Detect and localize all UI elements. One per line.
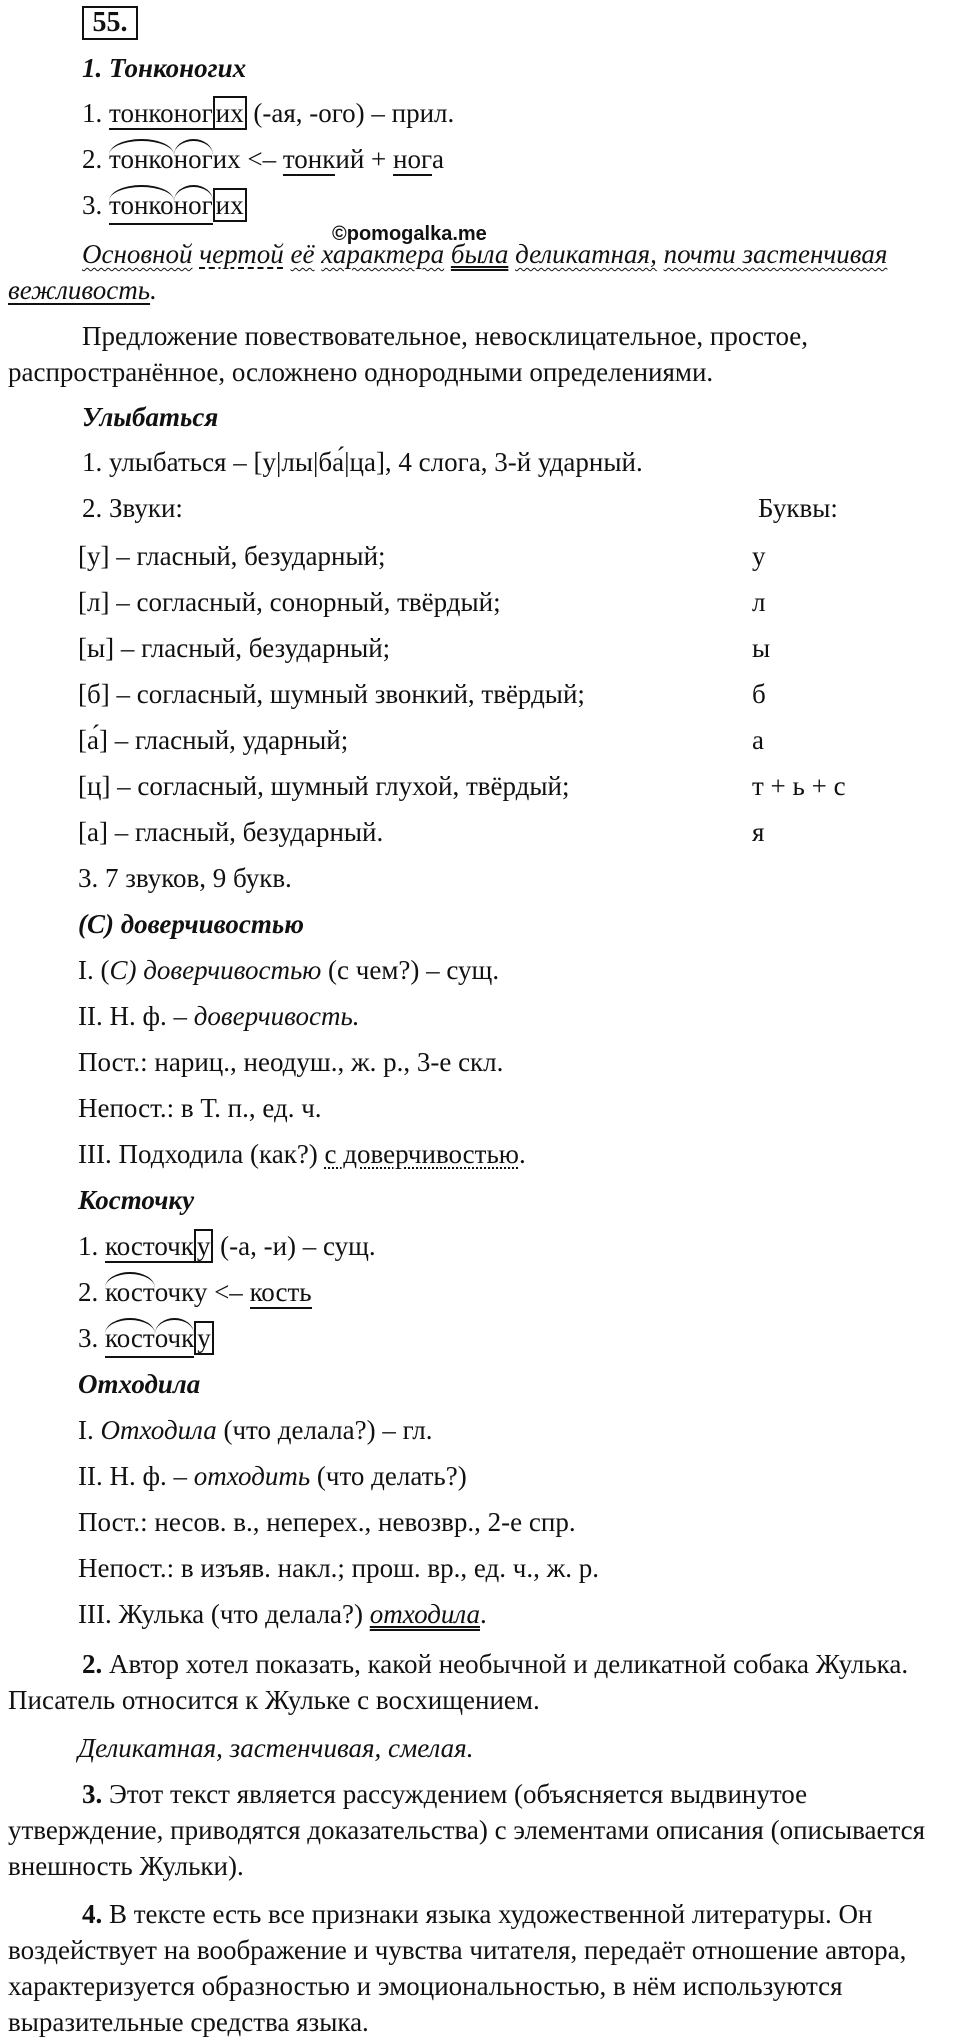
morph2-l2-b: отходить [193,1461,311,1491]
phonetic-row-sound: [у] – гласный, безударный; [78,541,386,571]
answer-4-text: В тексте есть все признаки языка художественной литературы. Он воздействует на воображение и чувства читателя, передаёт отношение автора, характеризуется образностью и эмоциональностью, в нём используются выразительные средства языка. [8,1899,907,2037]
sentence-dot: . [150,275,157,305]
word1-l2-root1 [109,141,174,177]
word2-line3 [78,1320,214,1358]
word2-line2 [78,1274,312,1310]
word1-l3-root1-text: тонко [109,190,174,220]
word1-l2-mid: их <– [212,144,283,174]
sentence-line1 [82,236,887,272]
phonetic-row-letter: б [752,679,766,709]
word1-line2 [82,141,444,177]
word1-line3 [82,187,247,225]
word2-l3-root [105,1320,155,1358]
word2-l2-mid: у <– [193,1277,250,1307]
word1-l3-ending: их [213,188,247,222]
morph2-l5-c: . [479,1599,487,1629]
answer-2-number: 2. [82,1649,103,1679]
sentence-w3: её [290,239,315,269]
morph1-l1-a: I. ( [78,955,110,985]
word2-l2-src: кость [249,1277,312,1307]
word1-l1-num: 1. [82,98,109,128]
word1-title: 1. Тонконогих [82,53,247,83]
morph1-line2 [78,998,360,1034]
word1-l3-root2 [174,187,213,225]
word2-stem: косточк [105,1231,194,1261]
morph1-l2-b: доверчивость. [193,1001,360,1031]
word1-l2-src1: тонк [282,144,336,174]
root-arc-mark [109,139,174,155]
answer-2-italic: Деликатная, застенчивая, смелая. [78,1733,474,1763]
word1-l3-num: 3. [82,190,109,220]
answer-2 [8,1646,958,1718]
word1-line1 [82,95,454,131]
word1-l2-num: 2. [82,144,109,174]
root-arc-mark [105,1272,155,1288]
word2-line1 [78,1228,376,1264]
answer-4 [8,1896,958,2040]
morph2-l5-a: III. Жулька (что делала?) [78,1599,370,1629]
word2-l3-suffix [155,1320,195,1358]
answer-2-text: Автор хотел показать, какой необычной и деликатной собака Жулька. Писатель относится к Жульке с восхищением. [8,1649,909,1715]
analysis-line1: Предложение повествовательное, невосклицательное, простое, [82,321,809,351]
morph2-line5 [78,1596,487,1632]
word2-l3-num: 3. [78,1323,105,1353]
word1-l2-root2-text: ног [173,144,213,174]
phonetic-row-sound: [ы] – гласный, безударный; [78,633,391,663]
sentence-w1: Основной [82,239,193,269]
word2-l2-suffix: очк [154,1277,194,1307]
phonetic-row-letter: т + ь + с [752,771,846,801]
phonetic-total: 3. 7 звуков, 9 букв. [78,863,292,893]
sentence-line2 [8,272,157,308]
morph1-line4: Непост.: в Т. п., ед. ч. [78,1093,322,1123]
morph1-line5 [78,1136,526,1172]
morph2-l2-a: II. Н. ф. – [78,1461,194,1491]
morph1-l1-b: С) доверчивостью [109,955,322,985]
answer-3 [8,1776,958,1884]
word1-l2-src1-end: ий + [335,144,394,174]
word1-l2-root1-text: тонко [109,144,174,174]
root-arc-mark [174,139,213,155]
phonetic-row-sound: [б] – согласный, шумный звонкий, твёрдый; [78,679,585,709]
morph2-line2 [78,1458,467,1494]
phonetic-row-letter: а [752,725,764,755]
morph2-line1 [78,1412,433,1448]
word2-l3-ending: у [194,1321,214,1355]
sentence-w5: была [450,239,509,269]
word2-l3-suffix-text: очк [154,1323,195,1353]
analysis-line2: распространённое, осложнено однородными определениями. [8,357,714,387]
word1-l2-src2-end: а [432,144,445,174]
sentence-w4: характера [321,239,445,269]
word1-l3-root1 [109,187,174,225]
morph1-l5-a: III. Подходила (как?) [78,1139,325,1169]
word1-l2-root2 [174,141,213,177]
phonetic-row-letter: ы [752,633,771,663]
watermark: ©pomogalka.me [332,223,487,245]
morph1-title: (С) доверчивостью [78,909,304,939]
word2-ending: у [194,1229,214,1263]
answer-3-number: 3. [82,1779,103,1809]
phonetic-syllables: 1. улыбаться – [у|лы|ба́|ца], 4 слога, 3-й ударный. [82,447,643,477]
word2-l3-root-text: кост [105,1323,155,1353]
sentence-w8: вежливость [8,275,151,305]
morph1-l5-c: . [518,1139,526,1169]
word1-l1-rest: (-ая, -ого) – прил. [246,98,455,128]
morph2-l1-b: Отходила [100,1415,217,1445]
phonetic-sounds-header: 2. Звуки: [82,493,183,523]
phonetic-row-sound: [ц] – согласный, шумный глухой, твёрдый; [78,771,570,801]
morph1-line3: Пост.: нариц., неодуш., ж. р., 3-е скл. [78,1047,504,1077]
task-number: 55. [82,6,138,40]
sentence-w2: чертой [199,239,284,269]
word2-l2-num: 2. [78,1277,105,1307]
morph1-l1-c: (с чем?) – сущ. [321,955,500,985]
word2-title: Косточку [78,1185,195,1215]
phonetic-row-letter: у [752,541,766,571]
word2-l2-root-text: кост [105,1277,155,1307]
word1-l3-root2-text: ног [173,190,213,220]
morph2-l1-a: I. [78,1415,101,1445]
phonetic-letters-header: Буквы: [758,493,838,523]
word1-ending: их [213,96,247,130]
phonetic-row-letter: я [752,817,765,847]
morph2-l5-b: отходила [369,1599,480,1629]
morph2-l1-c: (что делала?) – гл. [216,1415,433,1445]
word1-stem: тонконог [109,98,213,128]
root-arc-mark [174,185,213,201]
sentence-w6: деликатная, [515,239,657,269]
suffix-arc-mark [155,1318,195,1334]
root-arc-mark [105,1318,155,1334]
word1-l2-src2: ног [393,144,433,174]
answer-3-text: Этот текст является рассуждением (объясняется выдвинутое утверждение, приводятся доказательства) с элементами описания (описывается внешность Жульки). [8,1779,925,1881]
sentence-w7: почти застенчивая [663,239,888,269]
morph2-title: Отходила [78,1369,201,1399]
morph2-line3: Пост.: несов. в., неперех., невозвр., 2-е спр. [78,1507,576,1537]
morph1-line1 [78,952,499,988]
answer-4-number: 4. [82,1899,103,1929]
root-arc-mark [109,185,174,201]
word2-l1-rest: (-а, -и) – сущ. [213,1231,376,1261]
morph1-l5-b: с доверчивостью [324,1139,519,1169]
word2-l2-root [105,1274,155,1310]
word2-l1-num: 1. [78,1231,105,1261]
morph2-line4: Непост.: в изъяв. накл.; прош. вр., ед. ч., ж. р. [78,1553,600,1583]
phonetic-row-sound: [а́] – гласный, ударный; [78,725,349,755]
morph2-l2-c: (что делать?) [310,1461,467,1491]
phonetic-title: Улыбаться [82,402,219,432]
phonetic-row-letter: л [752,587,766,617]
phonetic-row-sound: [а] – гласный, безударный. [78,817,384,847]
phonetic-row-sound: [л] – согласный, сонорный, твёрдый; [78,587,501,617]
morph1-l2-a: II. Н. ф. – [78,1001,194,1031]
